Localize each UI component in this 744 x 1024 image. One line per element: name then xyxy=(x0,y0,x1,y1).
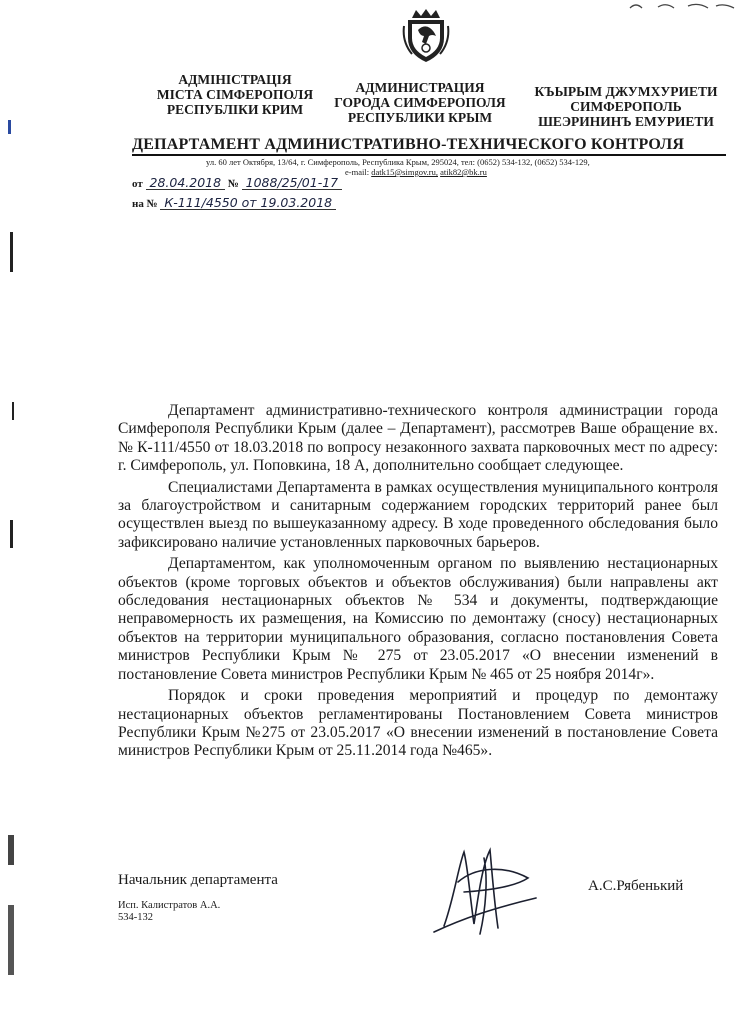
email-link-1[interactable]: datk15@simgov.ru, xyxy=(371,167,438,177)
number-label: № xyxy=(227,178,239,190)
header-left-line: РЕСПУБЛІКИ КРИМ xyxy=(166,102,304,117)
body-paragraph: Порядок и сроки проведения мероприятий и процедур по демонтажу нестационарных объектов регламентированы Постановлением Совета министров Республики Крым №275 от 23.05.2017 «О внесении изменений в постановление Совета министров Республики Крым от 25.11.2014 года №465». xyxy=(118,687,718,760)
signer-position: Начальник департамента xyxy=(118,872,278,888)
scan-mark xyxy=(8,120,11,134)
body-paragraph: Департамент административно-технического контроля администрации города Симферополя Республики Крым (далее – Департамент), рассмотрев Ваше обращение вх. № К-111/4550 от 18.03.2018 по вопросу незаконного захвата парковочных мест по адресу: г. Симферополь, ул. Поповкина, 18 А, дополнительно сообщает следующее. xyxy=(118,402,718,475)
header-mid-line: АДМИНИСТРАЦИЯ xyxy=(355,80,485,95)
scan-mark xyxy=(10,232,13,272)
email-link-2[interactable]: atik82@bk.ru xyxy=(440,167,487,177)
letter-body xyxy=(118,402,718,764)
outgoing-reference xyxy=(132,176,342,190)
department-address: ул. 60 лет Октября, 13/64, г. Симферополь, Республика Крым, 295024, тел: (0652) 534-132, (0652) 534-129, xyxy=(206,157,590,167)
scan-mark xyxy=(8,905,14,975)
department-title: ДЕПАРТАМЕНТ АДМИНИСТРАТИВНО-ТЕХНИЧЕСКОГО КОНТРОЛЯ xyxy=(132,136,685,153)
header-left-line: МІСТА СІМФЕРОПОЛЯ xyxy=(156,87,314,102)
scan-mark xyxy=(8,835,14,865)
header-right-line: СИМФЕРОПОЛЬ xyxy=(570,99,682,114)
from-date: 28.04.2018 xyxy=(146,176,226,190)
incoming-number: К-111/4550 от 19.03.2018 xyxy=(160,196,336,210)
coat-of-arms-icon xyxy=(402,8,450,64)
header-mid-line: РЕСПУБЛИКИ КРЫМ xyxy=(347,110,493,125)
header-mid-line: ГОРОДА СИМФЕРОПОЛЯ xyxy=(334,95,506,110)
handwritten-corner-mark xyxy=(628,0,738,12)
body-paragraph: Специалистами Департамента в рамках осуществления муниципального контроля за благоустройством и санитарным содержанием городских территорий ранее был осуществлен выезд по вышеуказанному адресу. В ходе проведенного обследования было зафиксировано наличие установленных парковочных барьеров. xyxy=(118,478,718,551)
executor-phone: 534-132 xyxy=(118,912,153,923)
email-label: e-mail: xyxy=(345,167,370,177)
executor-name: Исп. Калистратов А.А. xyxy=(118,900,221,911)
title-divider xyxy=(132,154,726,156)
handwritten-signature xyxy=(424,838,544,938)
incoming-reference xyxy=(132,196,336,210)
scan-mark xyxy=(10,520,13,548)
body-paragraph: Департаментом, как уполномоченным органом по выявлению нестационарных объектов (кроме торговых объектов и объектов обслуживания) были направлены акт обследования нестационарных объектов № 534 и документы, подтверждающие неправомерность их размещения, на Комиссию по демонтажу (сносу) нестационарных объектов на территории муниципального образования, согласно постановления Совета министров Республики Крым № 275 от 23.05.2017 «О внесении изменений в постановление Совета министров Республики Крым № 465 от 25 ноября 2014г». xyxy=(118,555,718,683)
signer-name: А.С.Рябенький xyxy=(588,878,684,894)
from-label: от xyxy=(132,178,143,190)
scan-mark xyxy=(12,402,14,420)
outgoing-number: 1088/25/01-17 xyxy=(242,176,342,190)
department-email xyxy=(345,167,487,177)
to-label: на № xyxy=(132,198,158,210)
header-crimean-tatar xyxy=(528,84,724,129)
executor-info xyxy=(118,900,220,924)
header-right-line: КЪЫРЫМ ДЖУМХУРИЕТИ xyxy=(534,84,718,99)
header-left-line: АДМІНІСТРАЦІЯ xyxy=(178,72,292,87)
header-right-line: ШЕЭРИНИНЪ ЕМУРИЕТИ xyxy=(538,114,714,129)
header-russian xyxy=(330,80,510,125)
header-ukrainian xyxy=(140,72,330,117)
